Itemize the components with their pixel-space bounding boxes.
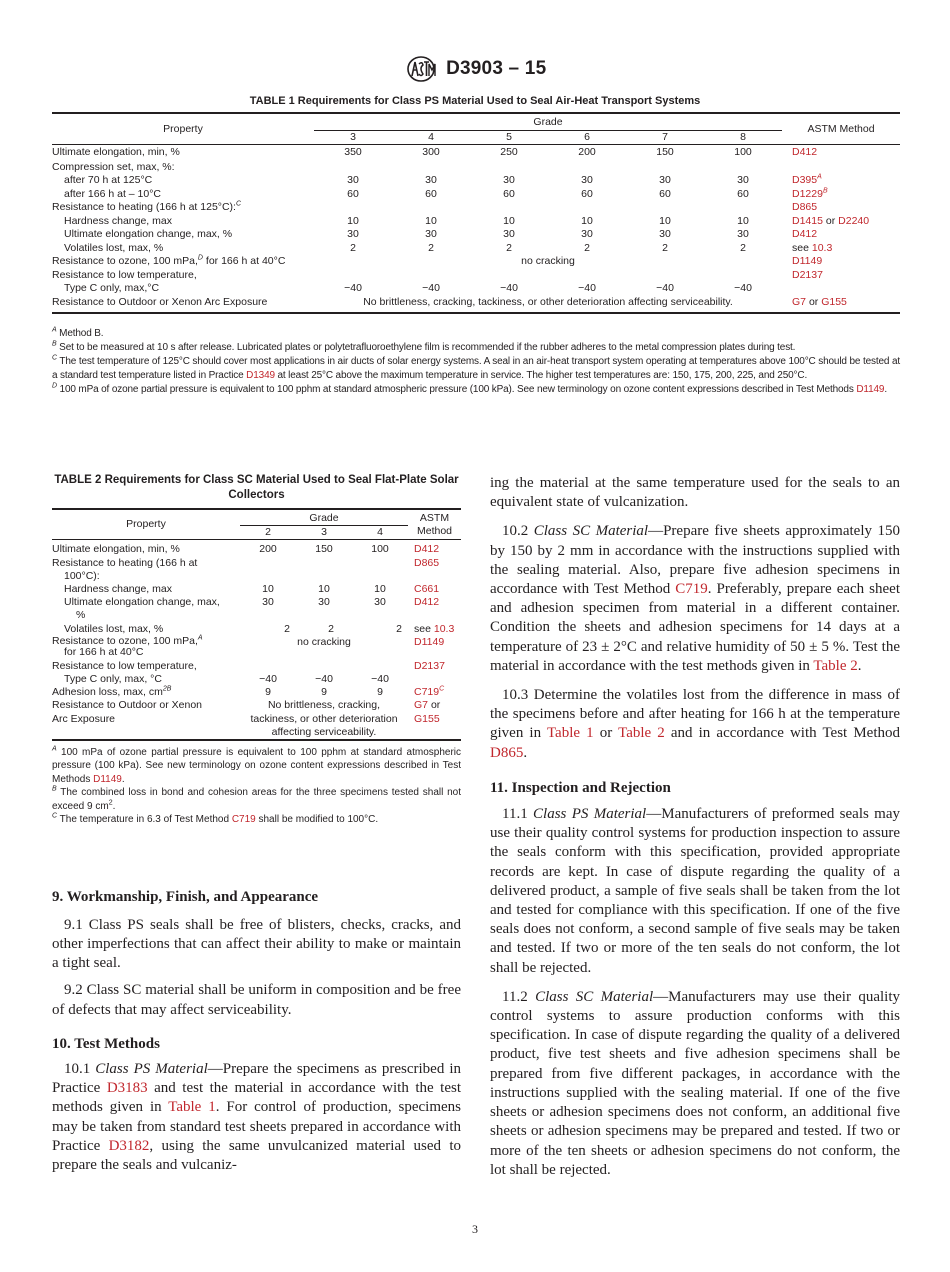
link-g7[interactable]: G7 — [414, 699, 429, 712]
table1-footnotes — [52, 327, 900, 397]
paragraph-9-1: 9.1 Class PS seals shall be free of blisters, checks, cracks, and other imperfections that can affect their ability to make or maintain a tight seal. — [52, 916, 461, 972]
link-g155[interactable]: G155 — [821, 295, 847, 308]
link-d2137[interactable]: D2137 — [414, 659, 445, 672]
footnote-d: $^D$ 100 mPa of ozone partial pressure is equivalent to 100 pphm at standard atmospheric pressure (100 kPa). See new terminology on ozone content expressions described in Test Methods D1149. — [52, 382, 887, 395]
footnote-b: $^B$ Set to be measured at 10 s after release. Lubricated plates or polytetrafluoroethylene film is recommended if the rubber adheres to the metal compression plates during test. — [52, 340, 796, 353]
link-d395[interactable]: D395 — [792, 174, 818, 186]
link-d1149[interactable]: D1149 — [414, 635, 445, 648]
table2-grade-4: 4 — [352, 526, 408, 540]
table-row: Type C only, max,°C −40 −40 −40 −40 −40 −40 — [64, 282, 752, 294]
link-d865[interactable]: D865 — [490, 744, 524, 761]
paragraph-10-2: 10.2 Class SC Material—Prepare five sheets approximately 150 by 150 by 2 mm in accordance with the instructions supplied with the sealing material. Also, prepare five adhesion specimens in accordance with Test Method C719. Preferably, prepare each sheet and adhesion specimen from material in a different container. Condition the sheets and adhesion specimens for 14 days at a temperature of 23 ± 2°C and relative humidity of 50 ± 5 %. Test the material in accordance with the test methods given in Table 2. — [490, 523, 900, 674]
right-column — [490, 474, 900, 1180]
link-c661[interactable]: C661 — [414, 583, 440, 596]
table2-header-grade: Grade — [240, 509, 408, 526]
section-9 — [52, 888, 461, 1019]
table-row: Hardness change, max 10 10 10 C661 — [64, 583, 440, 596]
link-g155[interactable]: G155 — [414, 712, 440, 725]
section-10-heading: 10. Test Methods — [52, 1035, 160, 1052]
link-d3183[interactable]: D3183 — [106, 1080, 148, 1097]
paragraph-10-1-continued: ing the material at the same temperature used for the seals to an equivalent state of vulcanization. — [490, 475, 900, 511]
paragraph-10-1: 10.1 Class PS Material—Prepare the specimens as prescribed in Practice D3183 and test the material in accordance with the test methods given in Table 1. For control of production, specimens may be taken from standard test sheets prepared in accordance with Practice D3182, using the same unvulcanized material used to prepare the seals and vulcaniz- — [52, 1060, 461, 1173]
page-number: 3 — [472, 1222, 478, 1236]
link-d412[interactable]: D412 — [414, 543, 440, 556]
table-row: Resistance to heating (166 h at 125°C):$^C$ D865 — [52, 200, 818, 213]
section-11 — [490, 779, 900, 1180]
table1-header-property: Property — [52, 116, 314, 145]
link-d1149[interactable]: D1149 — [792, 255, 823, 267]
table-row: Type C only, max, °C −40 −40 −40 — [64, 673, 389, 686]
astm-logo-icon — [404, 56, 438, 82]
table1-grade-3: 3 — [314, 130, 392, 145]
footnote-a: $^A$ Method B. — [52, 326, 104, 339]
section-10-continued — [490, 474, 900, 763]
link-c719[interactable]: C719 — [414, 686, 440, 699]
document-header — [0, 56, 950, 84]
table-row: Ultimate elongation, min, % 200 150 100 D412 — [52, 543, 440, 556]
table-row: Resistance to ozone, 100 mPa,$^D$ for 166 h at 40°C no cracking D1149 — [52, 254, 823, 267]
paragraph-11-1: 11.1 Class PS Material—Manufacturers of preformed seals may use their quality control systems for production inspection to assure the seals conform with this specification, provided appropriate records are kept. In case of dispute regarding the quality of a delivered product, a sample of five seals shall be taken from the lot and tested for compliance with this specification. If one of the five seals does not conform, a second sample of five seals may be taken and tested. If two or more of the ten seals do not conform, the lot shall be rejected. — [490, 806, 900, 976]
paragraph-9-2: 9.2 Class SC material shall be uniform in composition and be free of defects that may affect serviceability. — [52, 982, 461, 1018]
footnote-a: $^A$ 100 mPa of ozone partial pressure is equivalent to 100 pphm at standard atmospheric pressure (100 kPa). See new terminology on ozone content expressions described in Test Methods D1149. — [52, 745, 461, 785]
link-c719[interactable]: C719 — [675, 581, 708, 598]
table1-title: TABLE 1 Requirements for Class PS Material Used to Seal Air-Heat Transport Systems — [249, 95, 701, 107]
link-table-2[interactable]: Table 2 — [618, 725, 665, 742]
link-section-10-3[interactable]: 10.3 — [811, 241, 833, 254]
link-d1415[interactable]: D1415 — [792, 214, 823, 227]
table1 — [52, 112, 900, 314]
link-d1229[interactable]: D1229 — [792, 187, 823, 200]
table-row: Volatiles lost, max, % 2 2 2 see 10.3 — [64, 622, 455, 635]
table-row: Resistance to low temperature, D2137 — [52, 659, 445, 672]
table-row: Ultimate elongation change, max, % 30 30 30 D412 — [64, 596, 440, 622]
left-column — [52, 473, 461, 1175]
link-table-2[interactable]: Table 2 — [813, 657, 858, 674]
document-id: D3903 – 15 — [446, 58, 547, 79]
link-g7[interactable]: G7 — [792, 295, 807, 308]
section-9-heading: 9. Workmanship, Finish, and Appearance — [52, 889, 319, 906]
table1-grade-8: 8 — [704, 130, 782, 145]
paragraph-10-3: 10.3 Determine the volatiles lost from the difference in mass of the specimens before and after heating for 166 h at the temperature given in Table 1 or Table 2 and in accordance with Test Method D865. — [490, 687, 900, 761]
table2-title: TABLE 2 Requirements for Class SC Material Used to Seal Flat-Plate Solar Collectors — [54, 474, 459, 501]
link-table-1[interactable]: Table 1 — [168, 1099, 216, 1116]
table2-header-method: ASTM Method — [408, 509, 461, 540]
table1-header-grade: Grade — [314, 116, 782, 130]
link-d865[interactable]: D865 — [792, 201, 818, 213]
table-row: Resistance to Outdoor or Xenon Arc Exposure No brittleness, cracking, tackiness, or other deterioration affecting serviceability. G7 or G155 — [52, 699, 461, 740]
table1-grade-6: 6 — [548, 130, 626, 145]
table-row: after 70 h at 125°C 30 30 30 30 30 30 $D395^A$ — [64, 173, 822, 186]
table2 — [52, 508, 461, 741]
table-row: Volatiles lost, max, % 2 2 2 2 2 2 see 10.3 — [64, 241, 833, 254]
table-row: Hardness change, max 10 10 10 10 10 10 D1415 or D2240 — [64, 214, 870, 227]
link-d412[interactable]: D412 — [414, 596, 440, 609]
table2-footnotes — [52, 746, 461, 826]
table-row: Resistance to ozone, 100 mPa,$^A$ for 166 h at 40°C no cracking D1149 — [52, 634, 445, 658]
table-row: Resistance to low temperature, D2137 — [52, 268, 823, 281]
table-row: Resistance to Outdoor or Xenon Arc Exposure No brittleness, cracking, tackiness, or other deterioration affecting serviceability. G7 or G155 — [52, 295, 847, 308]
section-10 — [52, 1035, 461, 1175]
link-d865[interactable]: D865 — [414, 556, 440, 569]
table1-grade-4: 4 — [392, 130, 470, 145]
link-c719[interactable]: C719 — [231, 814, 256, 826]
table1-grade-7: 7 — [626, 130, 704, 145]
link-d412[interactable]: D412 — [792, 146, 818, 158]
table-row: Compression set, max, %: — [52, 160, 175, 173]
table-row: Resistance to heating (166 h at 100°C): D865 — [52, 556, 440, 582]
link-d1149[interactable]: D1149 — [93, 773, 122, 785]
link-section-10-3[interactable]: 10.3 — [433, 622, 455, 635]
table-row: Ultimate elongation, min, % 350 300 250 200 150 100 D412 — [52, 146, 818, 158]
table1-header-method: ASTM Method — [782, 116, 900, 145]
link-d1149[interactable]: D1149 — [856, 384, 885, 395]
section-11-heading: 11. Inspection and Rejection — [490, 779, 671, 796]
table2-grade-2: 2 — [240, 526, 296, 540]
table2-header-property: Property — [52, 509, 240, 540]
table-row: Adhesion loss, max, $cm^{2B}$ 9 9 9 $C719^C$ — [52, 685, 445, 699]
link-d1349[interactable]: D1349 — [246, 370, 275, 381]
link-d2240[interactable]: D2240 — [838, 214, 870, 227]
table-row: after 166 h at – 10°C 60 60 60 60 60 60 $D1229^B$ — [64, 187, 828, 200]
link-table-1[interactable]: Table 1 — [546, 725, 594, 742]
paragraph-11-2: 11.2 Class SC Material—Manufacturers may use their quality control systems to assure production conforms with this specification. In case of dispute regarding the quality of a delivered product, five test sheets and five adhesion specimens shall be prepared from five different packages, in accordance with the instructions supplied with the sealing material. If one of the five sheets or adhesion specimens does not conform, an additional five sheets or adhesion specimens may be prepared and tested. If two or more of the ten sheets or adhesion specimens do not conform, the lot shall be rejected. — [490, 988, 900, 1178]
table-row: Ultimate elongation change, max, % 30 30 30 30 30 30 D412 — [64, 228, 818, 240]
link-d412[interactable]: D412 — [792, 228, 818, 240]
footnote-c: $^C$ The test temperature of 125°C should cover most applications in air ducts of solar energy systems. A seal in an air-heat transport system operating at temperatures above 100°C should be tested at a standard test temperature listed in Practice D1349 at least 25°C above the maximum temperature in service. The higher test temperatures are: 150, 175, 200, 225, and 250°C. — [52, 354, 901, 381]
table2-grade-3: 3 — [296, 526, 352, 540]
link-d3182[interactable]: D3182 — [108, 1137, 150, 1154]
footnote-b: $^B$ The combined loss in bond and cohesion areas for the three specimens tested shall not exceed 9 $cm^2$. — [52, 785, 461, 812]
table1-grade-5: 5 — [470, 130, 548, 145]
footnote-c: $^C$ The temperature in 6.3 of Test Method C719 shall be modified to 100°C. — [52, 812, 379, 826]
link-d2137[interactable]: D2137 — [792, 268, 823, 281]
